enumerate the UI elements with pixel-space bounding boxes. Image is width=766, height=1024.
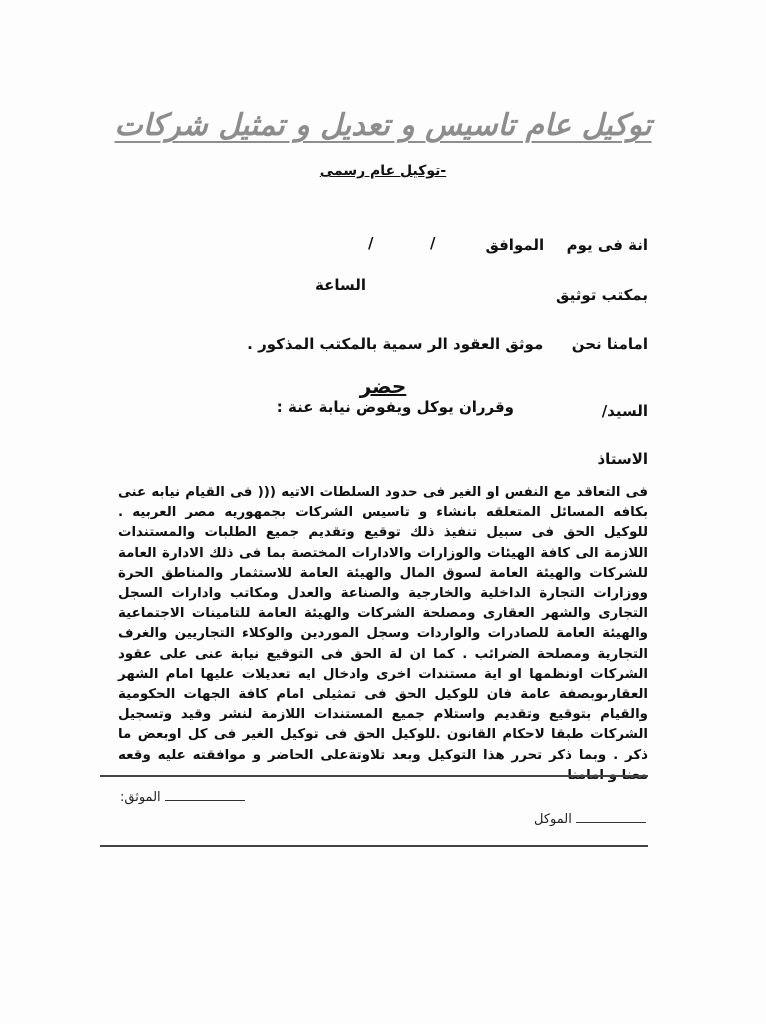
- before-us-line: [247, 335, 648, 353]
- power-of-attorney-body: فى التعاقد مع النفس او الغير فى حدود السلطات الاتيه ((( فى القيام نيابه عنى بكافه المسائل المتعلقه بانشاء و تاسيس الشركات بجمهوريه مصر العربيه . للوكيل الحق فى سبيل تنفيذ ذلك توقيع وتقديم جميع الطلبات والمستندات اللازمة الى كافة الهيئات والوزارات والادارات المختصة بما فى ذلك الادارة العامة للشركات والهيئة العامة لسوق المال والهيئة العامة للاستثمار والمناطق الحرة ووزارات التجارة الداخلية والخارجية والصناعة والعدل ومكاتب وادارات السجل التجارى والشهر العقارى ومصلحة الشركات والهيئة العامة للتامينات الاجتماعية والهيئة العامة للصادرات والواردات وسجل الموردين والوكلاء التجاريين والغرف التجارية ومصلحة الضرائب . كما ان لة الحق فى التوقيع نيابة عنى على عقود الشركات اونظمها او اية مستندات اخرى وادخال ايه تعديلات عليها امام الشهر العقارىوبصفة عامة فان للوكيل الحق فى تمثيلى امام كافة الجهات الحكومية والقيام بتوقيع وتقديم واستلام جميع المستندات اللازمة لنشر وقيد وتسجيل الشركات طبقا لاحكام القانون .للوكيل الحق فى توكيل الغير فى كل اوبعض ما ذكر . وبما ذكر تحرر هذا التوكيل وبعد تلاوتةعلى الحاضر و موافقته عليه وقعه معنا و امامنا: [118, 485, 648, 783]
- notary-signature: [120, 788, 245, 805]
- agent-label: الموكل: [534, 812, 572, 827]
- agent-signature-blank: [576, 810, 646, 823]
- document-title: توكيل عام تاسيس و تعديل و تمثيل شركات: [114, 108, 652, 143]
- notary-statement: موثق العقود الر سمية بالمكتب المذكور .: [247, 335, 544, 353]
- mr-label: السيد/: [601, 402, 648, 420]
- professor-label: الاستاذ: [597, 450, 648, 468]
- bottom-divider: [100, 845, 648, 847]
- notary-label: الموثق:: [120, 790, 161, 805]
- top-divider: [100, 775, 648, 777]
- date-line: [485, 236, 648, 254]
- office-label: بمكتب توثيق: [556, 286, 648, 304]
- attended-heading: [0, 374, 766, 398]
- day-label: انة فى يوم: [566, 236, 648, 254]
- date-slash-1: /: [430, 234, 436, 252]
- hour-label: الساعة: [314, 276, 366, 294]
- date-slash-2: /: [368, 234, 374, 252]
- agent-signature: [534, 810, 646, 827]
- office-line: [556, 286, 648, 304]
- attended-text: حضر: [359, 374, 407, 398]
- notary-signature-blank: [165, 788, 245, 801]
- agreed-label: الموافق: [485, 236, 545, 254]
- document-subtitle: -توكيل عام رسمى: [319, 163, 447, 179]
- declared-text: وقرران يوكل ويفوض نيابة عنة :: [276, 398, 514, 416]
- before-us-label: امامنا نحن: [571, 335, 648, 353]
